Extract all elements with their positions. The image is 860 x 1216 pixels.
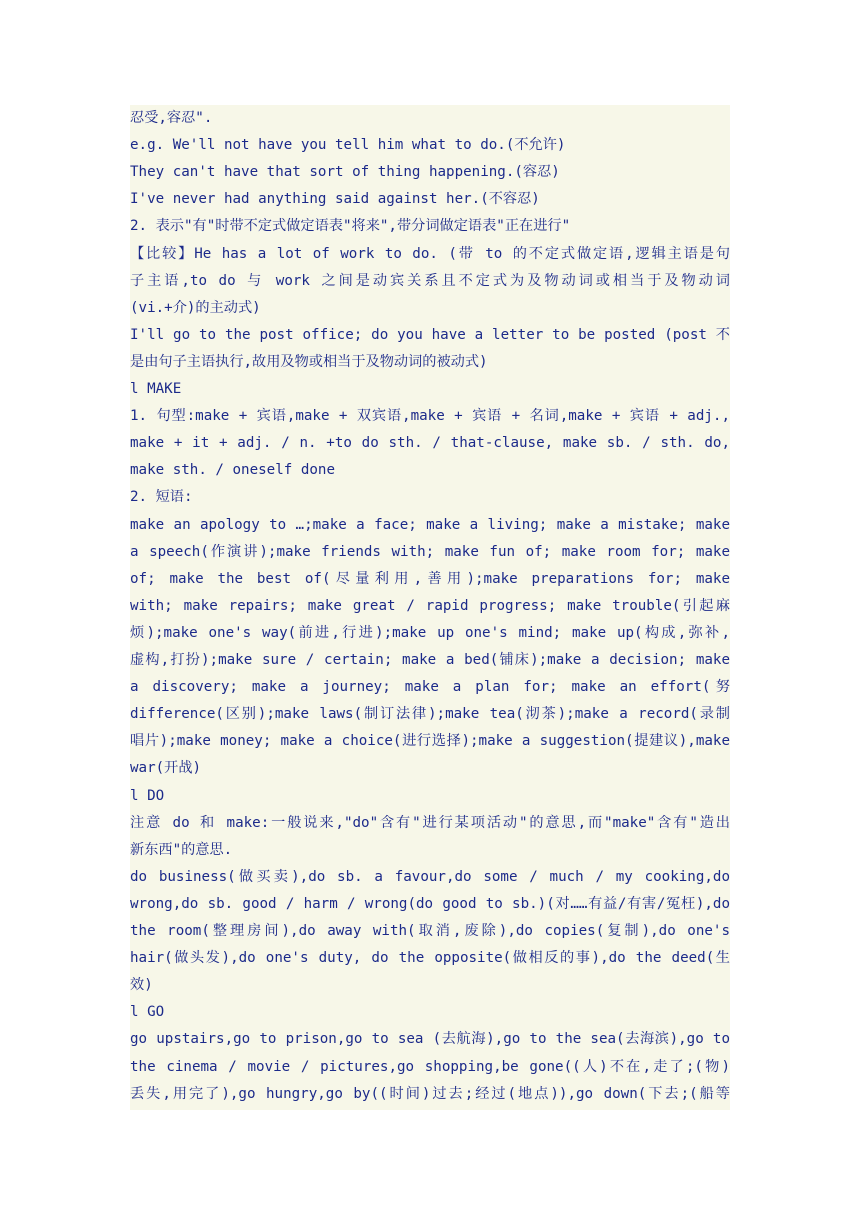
text-line: 【比较】He has a lot of work to do. (带 to 的不定式做定语,逻辑主语是句	[130, 245, 730, 262]
text-line: l GO	[130, 1004, 165, 1021]
text-line: a discovery; make a journey; make a plan for; make an effort(努	[130, 679, 730, 696]
text-line: 唱片);make money; make a choice(进行选择);make a suggestion(提建议),make	[130, 733, 730, 750]
text-line: 虚构,打扮);make sure / certain; make a bed(铺床);make a decision; make	[130, 652, 730, 668]
text-line: I'll go to the post office; do you have a letter to be posted (post 不	[130, 326, 730, 343]
text-line: l DO	[130, 787, 165, 804]
text-line: make an apology to …;make a face; make a living; make a mistake; make	[130, 516, 730, 533]
text-line: a speech(作演讲);make friends with; make fun of; make room for; make	[130, 543, 730, 560]
text-line: wrong,do sb. good / harm / wrong(do good to sb.)(对……有益/有害/冤枉),do	[130, 895, 730, 912]
text-line: l MAKE	[130, 381, 182, 397]
text-line: 丢失,用完了),go hungry,go by((时间)过去;经过(地点)),go down(下去;(船等	[130, 1085, 730, 1102]
text-line: difference(区别);make laws(制订法律);make tea(沏茶);make a record(录制	[130, 706, 730, 723]
text-line: do business(做买卖),do sb. a favour,do some / much / my cooking,do	[130, 868, 730, 885]
text-line: 1. 句型:make + 宾语,make + 双宾语,make + 宾语 + 名词,make + 宾语 + adj.,	[130, 408, 730, 425]
text-line: 注意 do 和 make:一般说来,"do"含有"进行某项活动"的意思,而"make"含有"造出	[130, 814, 730, 831]
text-line: (vi.+介)的主动式)	[130, 299, 261, 316]
text-line: I've never had anything said against her.(不容忍)	[130, 191, 540, 208]
text-line: of; make the best of(尽量利用,善用);make preparations for; make	[130, 570, 730, 587]
text-line: They can't have that sort of thing happening.(容忍)	[130, 164, 560, 181]
text-line: make sth. / oneself done	[130, 462, 335, 479]
text-line: 子主语,to do 与 work 之间是动宾关系且不定式为及物动词或相当于及物动词	[130, 272, 730, 289]
text-line: 效)	[130, 977, 153, 994]
text-line: the room(整理房间),do away with(取消,废除),do copies(复制),do one's	[130, 923, 730, 939]
text-line: e.g. We'll not have you tell him what to do.(不允许)	[130, 137, 566, 154]
text-line: 2. 短语:	[130, 489, 193, 506]
text-line: 新东西"的意思.	[130, 841, 233, 858]
text-line: make + it + adj. / n. +to do sth. / that-clause, make sb. / sth. do,	[130, 435, 730, 452]
text-line: with; make repairs; make great / rapid progress; make trouble(引起麻	[130, 597, 730, 614]
text-line: 2. 表示"有"时带不定式做定语表"将来",带分词做定语表"正在进行"	[130, 218, 571, 235]
text-line: war(开战)	[130, 760, 202, 777]
text-line: the cinema / movie / pictures,go shopping,be gone((人)不在,走了;(物)	[130, 1058, 730, 1075]
text-line: hair(做头发),do one's duty, do the opposite(做相反的事),do the deed(生	[130, 950, 730, 967]
text-line: 忍受,容忍".	[130, 110, 213, 126]
text-line: 是由句子主语执行,故用及物或相当于及物动词的被动式)	[130, 353, 488, 370]
text-line: go upstairs,go to prison,go to sea (去航海),go to the sea(去海滨),go to	[130, 1031, 730, 1048]
text-line: 烦);make one's way(前进,行进);make up one's mind; make up(构成,弥补,	[130, 624, 730, 641]
